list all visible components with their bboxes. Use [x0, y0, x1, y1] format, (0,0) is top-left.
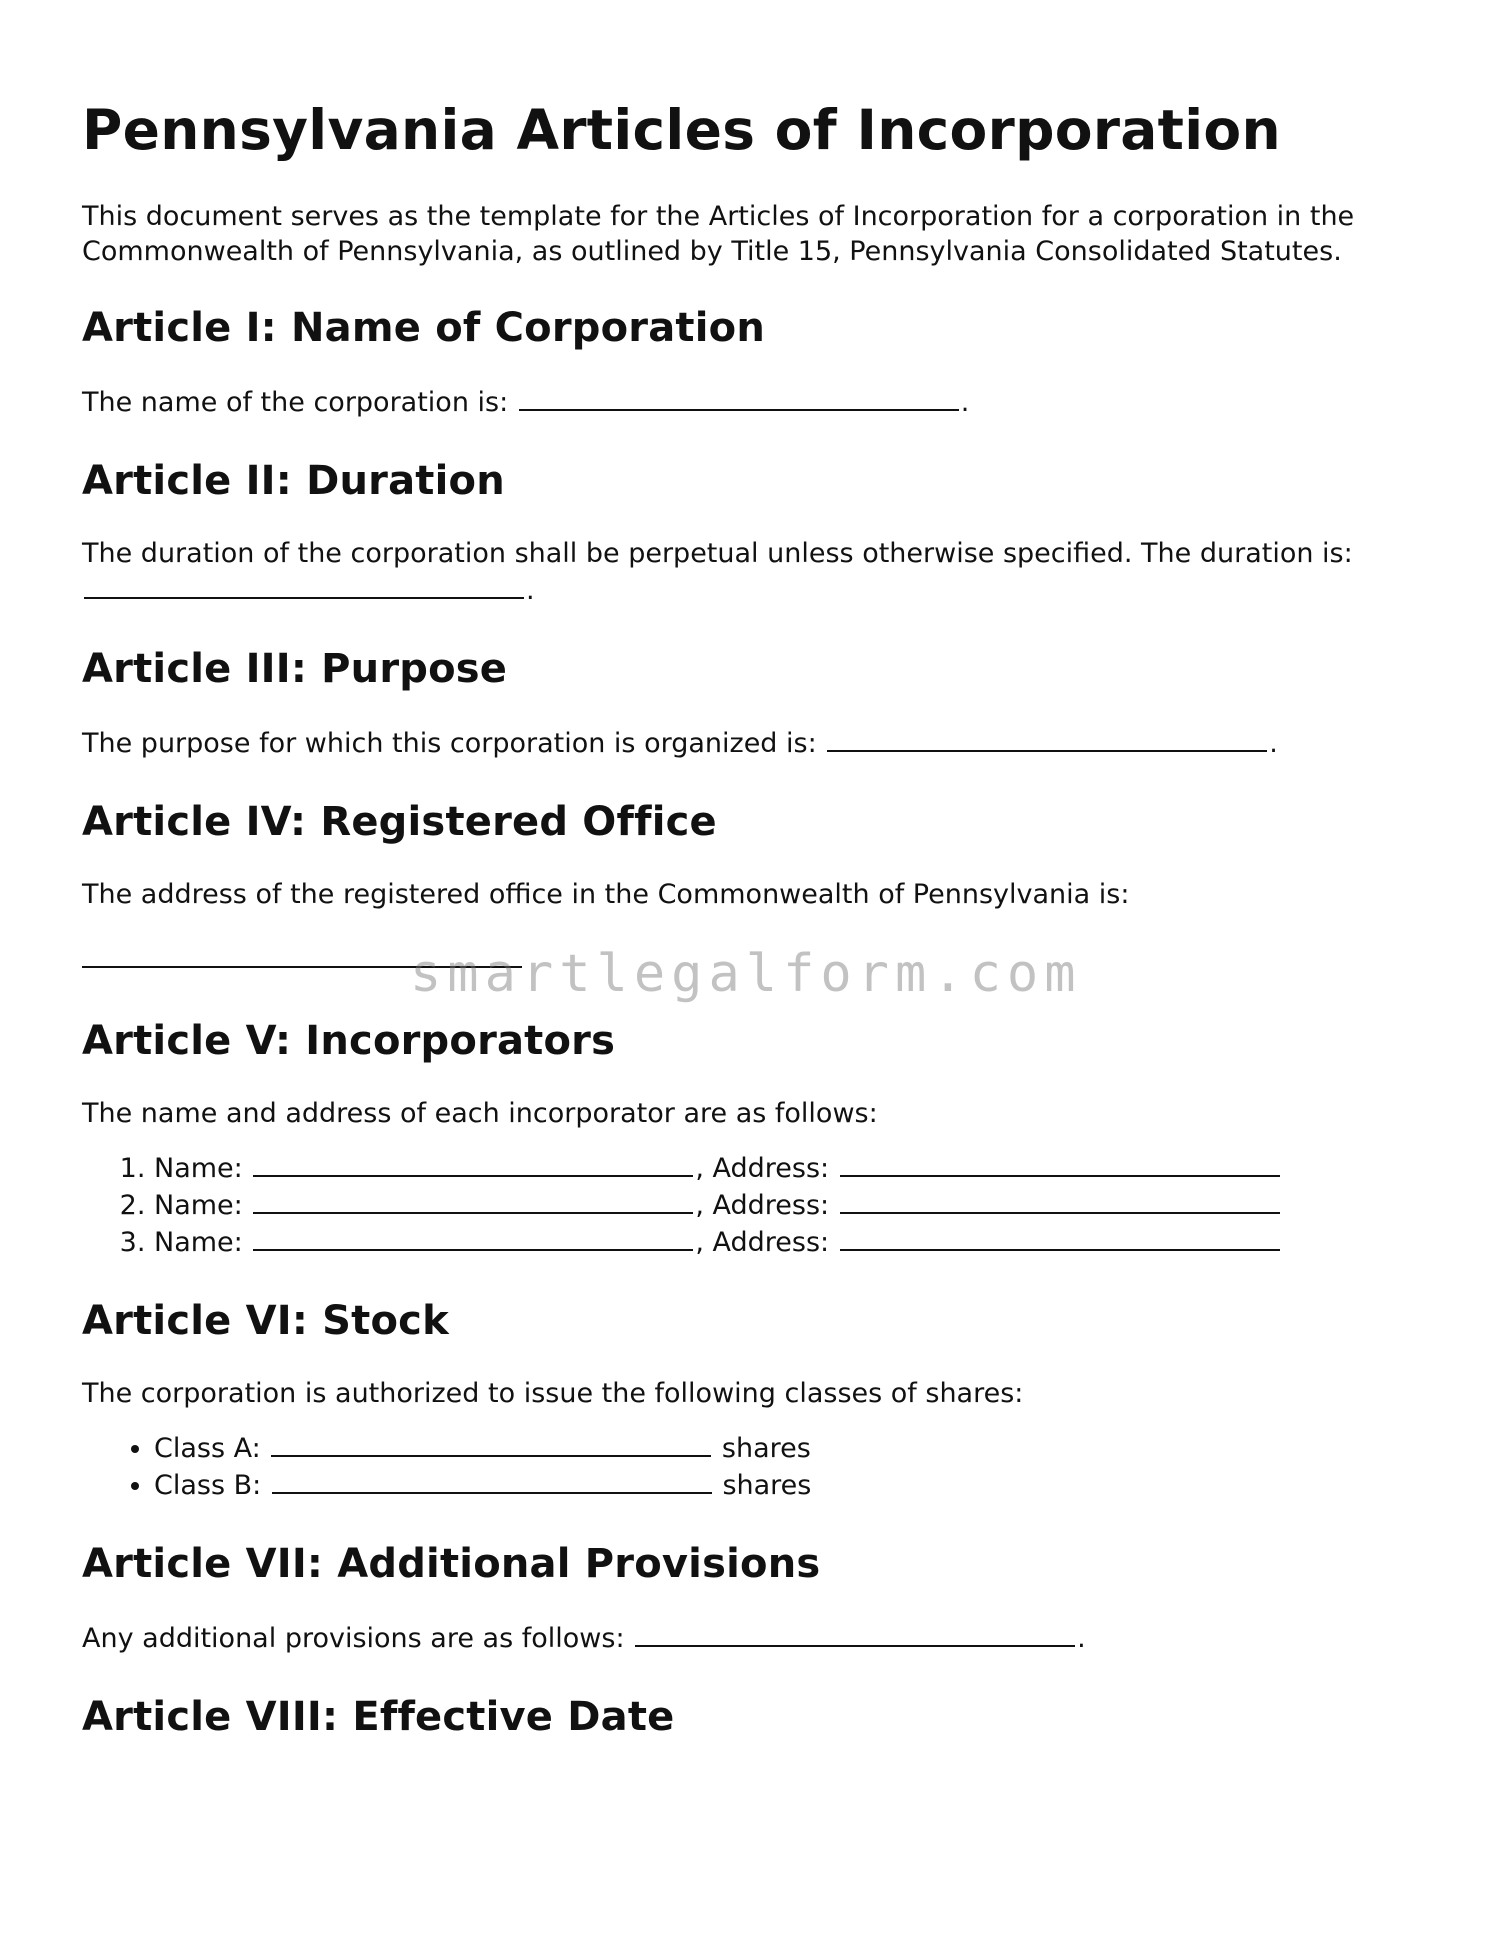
article-3-text: [82, 724, 1422, 761]
article-2-heading: Article II: Duration: [82, 457, 505, 504]
incorporator-item: [154, 1149, 1422, 1186]
article-6-text: The corporation is authorized to issue the following classes of shares:: [82, 1377, 1024, 1409]
article-3-heading: Article III: Purpose: [82, 645, 508, 692]
intro-paragraph: This document serves as the template for the Articles of Incorporation for a corporation in the Commonwealth of Pennsylvania, as outlined by Title 15, Pennsylvania Consolidated Statutes.: [82, 200, 1355, 267]
class-b-shares-blank[interactable]: [272, 1466, 712, 1494]
article-2-text: [82, 536, 1422, 608]
article-7-heading: Article VII: Additional Provisions: [82, 1540, 821, 1587]
article-1-label: The name of the corporation is:: [82, 386, 509, 418]
article-5-heading: Article V: Incorporators: [82, 1017, 616, 1064]
article-1-text: [82, 383, 1422, 420]
article-3-period: .: [1269, 727, 1278, 759]
duration-blank[interactable]: [84, 571, 524, 599]
incorporator-name-label: Name:: [154, 1152, 243, 1184]
article-2-period: .: [526, 574, 535, 606]
incorporator-name-label: Name:: [154, 1226, 243, 1258]
share-class-label: Class B:: [154, 1469, 262, 1501]
incorporator-address-label: , Address:: [695, 1189, 830, 1221]
registered-office-blank[interactable]: [82, 964, 522, 968]
article-2-label: The duration of the corporation shall be perpetual unless otherwise specified. The duration is:: [82, 537, 1353, 569]
incorporator-2-name-blank[interactable]: [253, 1186, 693, 1214]
article-8-heading: Article VIII: Effective Date: [82, 1693, 675, 1740]
incorporator-3-address-blank[interactable]: [840, 1223, 1280, 1251]
article-7-period: .: [1077, 1622, 1086, 1654]
shares-label: shares: [721, 1432, 811, 1464]
incorporator-1-name-blank[interactable]: [253, 1149, 693, 1177]
article-4-heading: Article IV: Registered Office: [82, 798, 717, 845]
incorporator-item: [154, 1186, 1422, 1223]
class-a-shares-blank[interactable]: [271, 1429, 711, 1457]
incorporator-address-label: , Address:: [695, 1226, 830, 1258]
share-class-item: [154, 1466, 1422, 1503]
purpose-blank[interactable]: [827, 724, 1267, 752]
corporation-name-blank[interactable]: [519, 383, 959, 411]
article-1-period: .: [960, 386, 970, 418]
article-5-text: The name and address of each incorporator are as follows:: [82, 1097, 878, 1129]
article-3-label: The purpose for which this corporation is organized is:: [82, 727, 817, 759]
incorporators-list: [82, 1149, 1422, 1260]
incorporator-1-address-blank[interactable]: [840, 1149, 1280, 1177]
shares-label: shares: [722, 1469, 812, 1501]
share-classes-list: [82, 1429, 1422, 1503]
additional-provisions-blank[interactable]: [635, 1619, 1075, 1647]
incorporator-item: [154, 1223, 1422, 1260]
watermark: smartlegalform.com: [410, 944, 1082, 1004]
incorporator-name-label: Name:: [154, 1189, 243, 1221]
article-6-heading: Article VI: Stock: [82, 1297, 449, 1344]
article-4-text: The address of the registered office in the Commonwealth of Pennsylvania is:: [82, 878, 1130, 910]
share-class-item: [154, 1429, 1422, 1466]
incorporator-address-label: , Address:: [695, 1152, 830, 1184]
incorporator-3-name-blank[interactable]: [253, 1223, 693, 1251]
document-title: Pennsylvania Articles of Incorporation: [82, 98, 1281, 162]
incorporator-2-address-blank[interactable]: [840, 1186, 1280, 1214]
document-page: [82, 100, 1422, 1772]
article-1-heading: Article I: Name of Corporation: [82, 304, 765, 351]
article-7-label: Any additional provisions are as follows:: [82, 1622, 625, 1654]
share-class-label: Class A:: [154, 1432, 261, 1464]
article-7-text: [82, 1619, 1422, 1656]
